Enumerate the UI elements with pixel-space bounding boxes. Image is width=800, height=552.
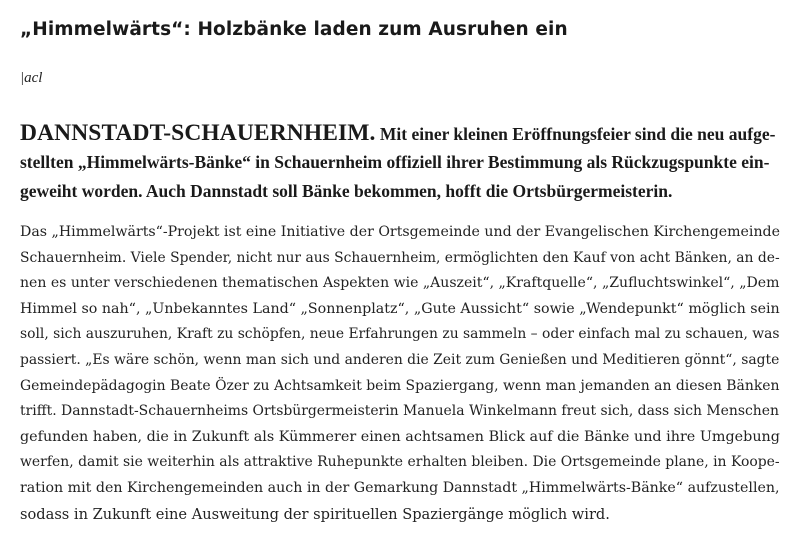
body-line: Das „Himmelwärts“-Projekt ist eine Initiative der Ortsgemeinde und der Evangelischen Kirchengemeinde xyxy=(20,224,780,240)
lead-line: stellten „Himmelwärts-Bänke“ in Schauernheim offiziell ihrer Bestimmung als Rückzugspunkte ein- xyxy=(20,152,770,172)
body-line: Himmel so nah“, „Unbekanntes Land“ „Sonnenplatz“, „Gute Aussicht“ sowie „Wendepunkt“ möglich sein xyxy=(20,300,780,317)
body-paragraph xyxy=(20,220,780,527)
body-line: sodass in Zukunft eine Ausweitung der spirituellen Spaziergänge möglich wird. xyxy=(20,505,610,523)
body-line: nen es unter verschiedenen thematischen Aspekten wie „Auszeit“, „Kraftquelle“, „Zufluchtswinkel“, „Dem xyxy=(20,275,780,292)
body-line: gefunden haben, die in Zukunft als Kümmerer einen achtsamen Blick auf die Bänke und ihre Umgebung xyxy=(20,428,780,445)
body-line: passiert. „Es wäre schön, wenn man sich und anderen die Zeit zum Genießen und Meditieren gönnt“, sagte xyxy=(20,351,780,368)
body-line: soll, sich auszuruhen, Kraft zu schöpfen, neue Erfahrungen zu sammeln – oder einfach mal zu schauen, was xyxy=(20,326,780,343)
author-byline: |acl xyxy=(20,70,43,86)
body-line: werfen, damit sie weiterhin als attraktive Ruhepunkte erhalten bleiben. Die Ortsgemeinde plane, in Koope- xyxy=(20,454,780,471)
body-line: trifft. Dannstadt-Schauernheims Ortsbürgermeisterin Manuela Winkelmann freut sich, dass sich Menschen xyxy=(20,403,779,420)
lead-text: Mit einer kleinen Eröffnungsfeier sind die neu aufge- xyxy=(375,124,776,144)
lead-line xyxy=(20,119,780,148)
dateline: DANNSTADT-SCHAUERNHEIM. xyxy=(20,120,376,146)
body-line: ration mit den Kirchengemeinden auch in der Gemarkung Dannstadt „Himmelwärts-Bänke“ aufzustellen, xyxy=(20,479,780,496)
headline: „Himmelwärts“: Holzbänke laden zum Ausruhen ein xyxy=(20,19,568,40)
lead-line: geweiht worden. Auch Dannstadt soll Bänke bekommen, hofft die Ortsbürgermeisterin. xyxy=(20,181,673,201)
body-line: Schauernheim. Viele Spender, nicht nur aus Schauernheim, ermöglichten den Kauf von acht Bänken, an de- xyxy=(20,249,780,266)
lead-paragraph xyxy=(20,119,780,206)
body-line: Gemeindepädagogin Beate Özer zu Achtsamkeit beim Spaziergang, wenn man jemanden an diesen Bänken xyxy=(20,377,780,394)
